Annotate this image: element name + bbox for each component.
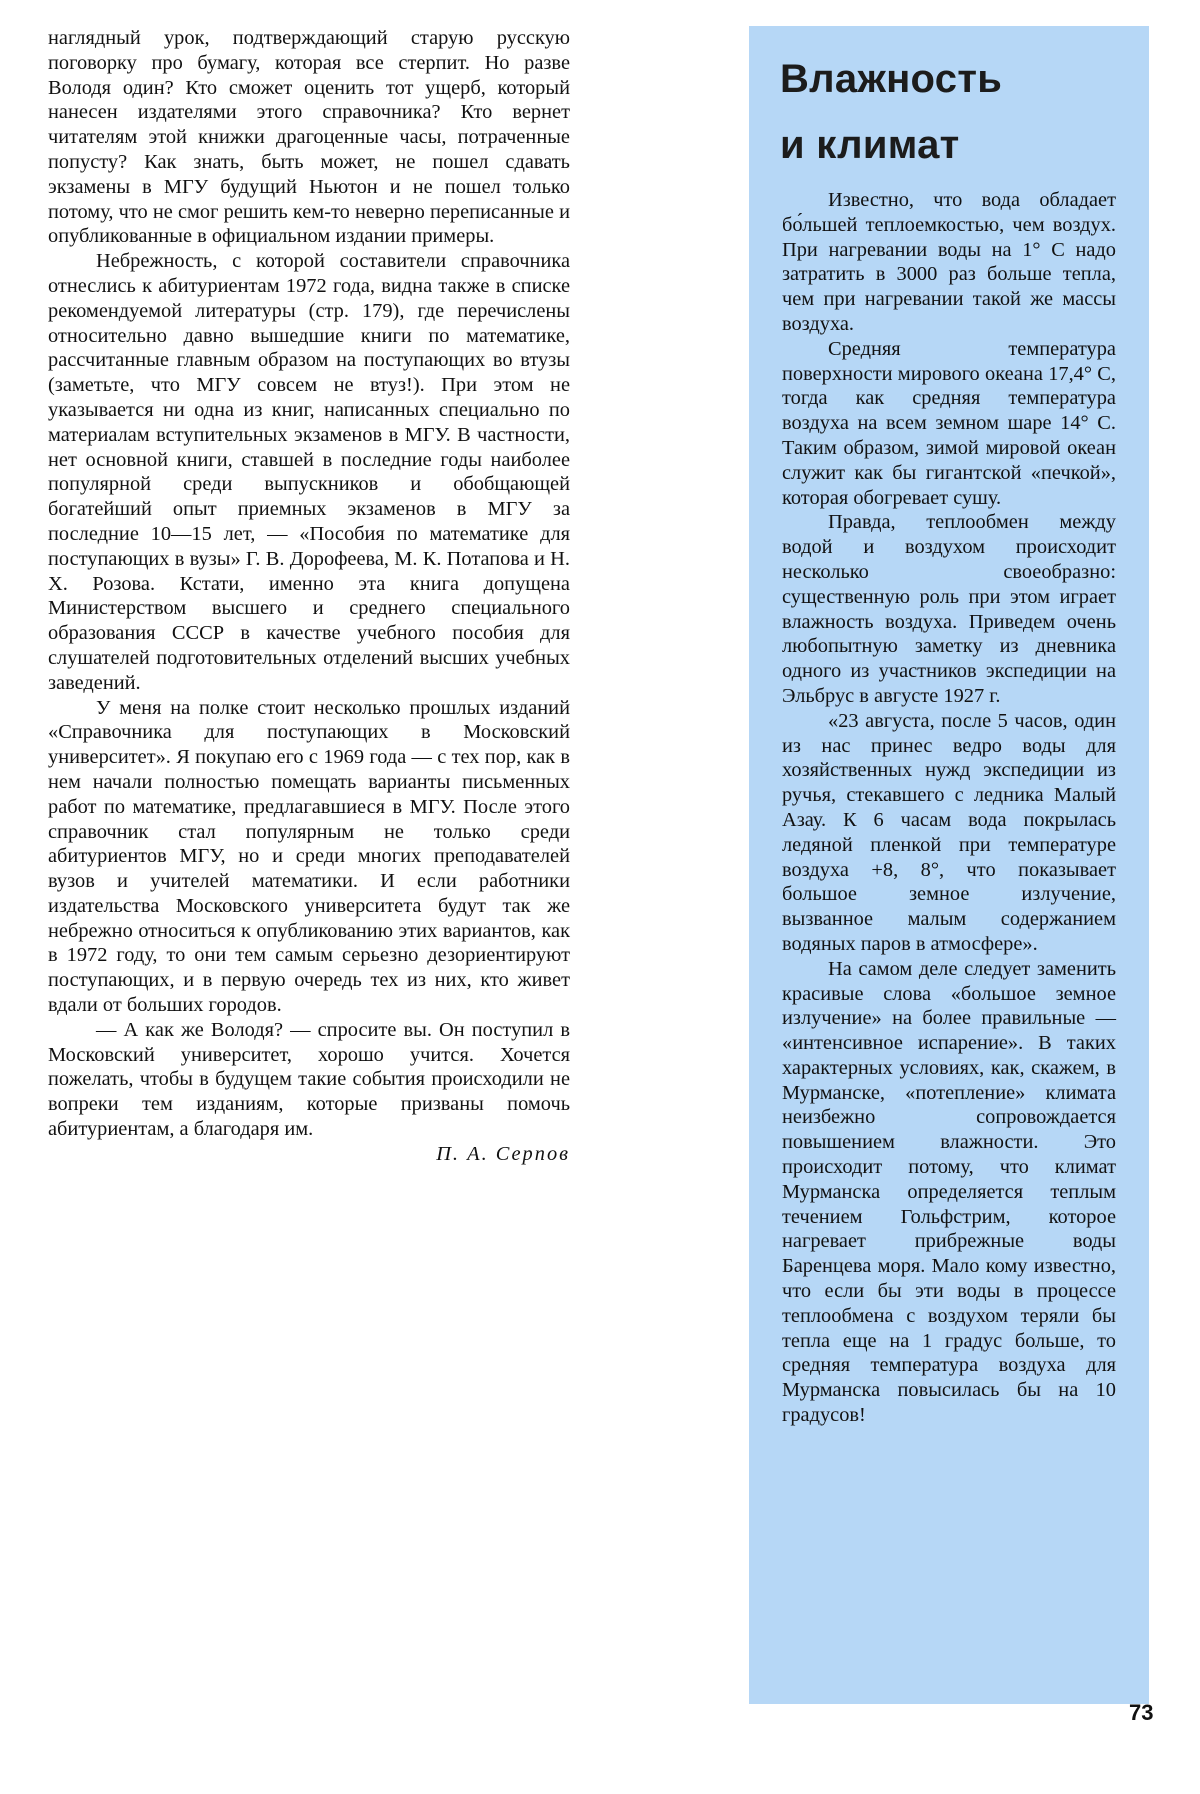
paragraph: наглядный урок, подтверждающий старую русскую поговорку про бумагу, которая все стерпит. Но разве Володя один? Кто сможет оценить тот ущерб, который нанесен издателями этого справочника? Кто вернет читателям этой книжки драгоценные часы, потраченные попусту? Как знать, быть может, не пошел сдавать экзамены в МГУ будущий Ньютон и не пошел только потому, что не смог решить кем-то неверно переписанные и опубликованные в официальном издании примеры. (48, 27, 570, 248)
article-left-column (48, 26, 570, 1167)
page-number: 73 (1129, 1700, 1154, 1725)
sidebar-paragraph: Известно, что вода обладает бо́льшей теплоемкостью, чем воздух. При нагревании воды на 1° С надо затратить в 3000 раз больше тепла, чем при нагревании такой же массы воздуха. (782, 189, 1116, 335)
paragraph: У меня на полке стоит несколько прошлых изданий «Справочника для поступающих в Московский университет». Я покупаю его с 1969 года — с тех пор, как в нем начали полностью помещать варианты письменных работ по математике, предлагавшиеся в МГУ. После этого справочник стал популярным не только среди абитуриентов МГУ, но и среди многих преподавателей вузов и учителей математики. И если работники издательства Московского университета будут так же небрежно относиться к опубликованию этих вариантов, как в 1972 году, то они тем самым серьезно дезориентируют поступающих, и в первую очередь тех из них, кто живет вдали от больших городов. (48, 696, 570, 1017)
sidebar-title-line1: Влажность (780, 57, 1003, 101)
author-signature: П. А. Серпов (436, 1142, 570, 1165)
sidebar-paragraph: Средняя температура поверхности мирового океана 17,4° С, тогда как средняя температура воздуха на всем земном шаре 14° С. Таким образом, зимой мировой океан служит как бы гигантской «печкой», которая обогревает сушу. (782, 337, 1116, 509)
paragraph: Небрежность, с которой составители справочника отнеслись к абитуриентам 1972 года, видна также в списке рекомендуемой литературы (стр. 179), где перечислены относительно давно вышедшие книги по математике, рассчитанные главным образом на поступающих во втузы (заметьте, что МГУ совсем не втуз!). При этом не указывается ни одна из книг, написанных специально по материалам вступительных экзаменов в МГУ. В частности, нет основной книги, ставшей в последние годы наиболее популярной среди выпускников и обобщающей богатейший опыт приемных экзаменов в МГУ за последние 10—15 лет, — «Пособия по математике для поступающих в вузы» Г. В. Дорофеева, М. К. Потапова и Н. Х. Розова. Кстати, именно эта книга допущена Министерством высшего и среднего специального образования СССР в качестве учебного пособия для слушателей подготовительных отделений высших учебных заведений. (48, 250, 570, 694)
sidebar-paragraph: Правда, теплообмен между водой и воздухом происходит несколько своеобразно: существенную роль при этом играет влажность воздуха. Приведем очень любопытную заметку из дневника одного из участников экспедиции на Эльбрус в августе 1927 г. (782, 511, 1116, 707)
sidebar-box (749, 26, 1149, 1704)
sidebar-paragraph: «23 августа, после 5 часов, один из нас принес ведро воды для хозяйственных нужд экспедиции из ручья, стекавшего с ледника Малый Азау. К 6 часам вода покрылась ледяной пленкой при температуре воздуха +8, 8°, что показывает большое земное излучение, вызванное малым содержанием водяных паров в атмосфере». (782, 709, 1116, 955)
sidebar-body (782, 188, 1116, 1428)
sidebar-title-line2: и климат (780, 123, 960, 167)
sidebar-paragraph: На самом деле следует заменить красивые слова «большое земное излучение» на более правильные — «интенсивное испарение». В таких характерных условиях, как, скажем, в Мурманске, «потепление» климата неизбежно сопровождается повышением влажности. Это происходит потому, что климат Мурманска определяется теплым течением Гольфстрим, которое нагревает прибрежные воды Баренцева моря. Мало кому известно, что если бы эти воды в процессе теплообмена с воздухом теряли бы тепла еще на 1 градус больше, то средняя температура воздуха для Мурманска повысилась бы на 10 градусов! (782, 957, 1116, 1427)
paragraph: — А как же Володя? — спросите вы. Он поступил в Московский университет, хорошо учится. Хочется пожелать, чтобы в будущем такие события происходили не вопреки тем изданиям, которые призваны помочь абитуриентам, а благодаря им. (48, 1018, 570, 1141)
sidebar-title (780, 46, 1140, 178)
